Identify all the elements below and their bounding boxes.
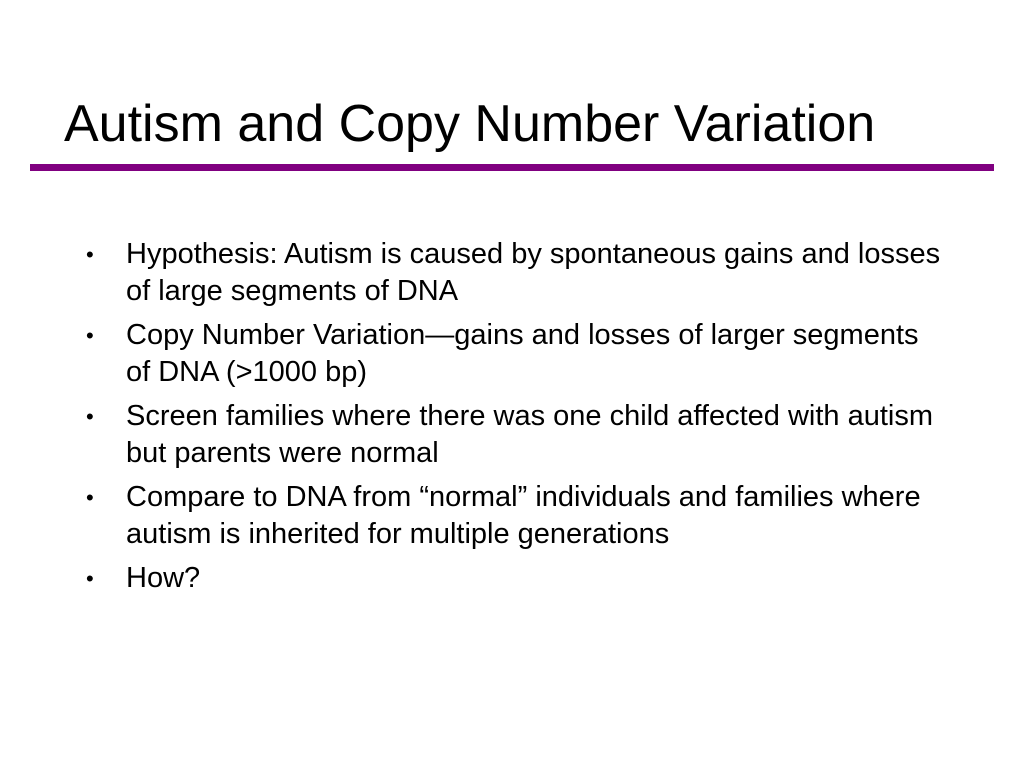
bullet-icon: • bbox=[86, 485, 94, 510]
bullet-text: Screen families where there was one child affected with autism but parents were normal bbox=[126, 400, 934, 469]
bullet-item bbox=[86, 560, 946, 597]
bullet-text: Hypothesis: Autism is caused by spontaneous gains and losses of large segments of DNA bbox=[126, 238, 941, 307]
bullet-text: Compare to DNA from “normal” individuals and families where autism is inherited for multiple generations bbox=[126, 481, 921, 550]
bullet-item bbox=[86, 479, 946, 553]
bullet-text: Copy Number Variation—gains and losses of larger segments of DNA (>1000 bp) bbox=[126, 319, 919, 388]
bullet-list bbox=[86, 236, 946, 604]
bullet-item bbox=[86, 317, 946, 391]
bullet-icon: • bbox=[86, 566, 94, 591]
bullet-icon: • bbox=[86, 404, 94, 429]
bullet-icon: • bbox=[86, 242, 94, 267]
bullet-text: How? bbox=[126, 562, 201, 594]
slide-title: Autism and Copy Number Variation bbox=[64, 95, 876, 153]
bullet-icon: • bbox=[86, 323, 94, 348]
title-divider bbox=[30, 164, 994, 171]
bullet-item bbox=[86, 398, 946, 472]
bullet-item bbox=[86, 236, 946, 310]
